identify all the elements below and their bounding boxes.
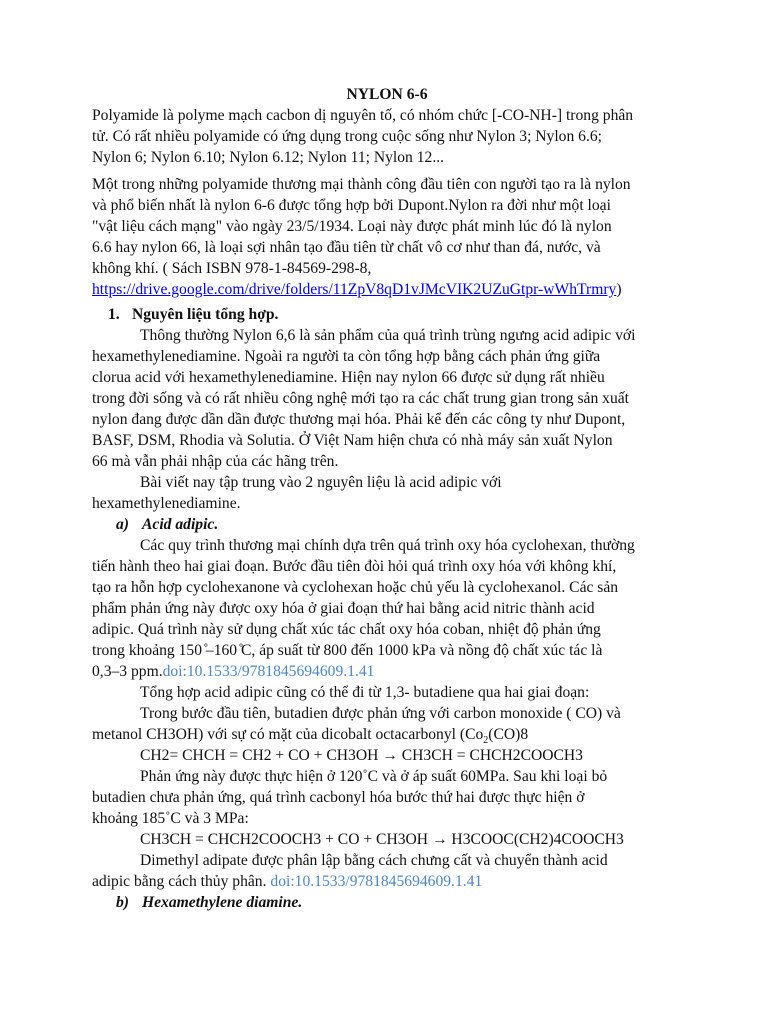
google-drive-link[interactable]: https://drive.google.com/drive/folders/11ZpV8qD1vJMcVIK2UZuGtpr-wWhTrmry <box>92 281 617 298</box>
doi-reference[interactable]: doi:10.1533/9781845694609.1.41 <box>162 663 375 680</box>
text-line: hexamethylenediamine. Ngoài ra người ta còn tổng hợp bằng cách phản ứng giữa <box>92 348 601 365</box>
text-line: Polyamide là polyme mạch cacbon dị nguyên tố, có nhóm chức [-CO-NH-] trong phân <box>92 107 634 124</box>
text-line: Các quy trình thương mại chính dựa trên quá trình oxy hóa cyclohexan, thường <box>140 537 635 554</box>
dimethyl-adipate-paragraph <box>92 850 682 892</box>
section-number: 1. <box>108 306 120 323</box>
text-line: 66 mà vẫn phải nhập của các hãng trên. <box>92 453 339 470</box>
text-line: phẩm phản ứng này được oxy hóa ở giai đoạn thứ hai bằng acid nitric thành acid <box>92 600 595 617</box>
text-line: Phản ứng này được thực hiện ở 120˚C và ở áp suất 60MPa. Sau khi loại bỏ <box>140 768 608 785</box>
subscript-text: 2 <box>483 735 489 747</box>
equation-text: CH2= CHCH = CH2 + CO + CH3OH → CH3CH = CHCH2COOCH3 <box>140 747 583 764</box>
text-line: BASF, DSM, Rhodia và Solutia. Ở Việt Nam hiện chưa có nhà máy sản xuất Nylon <box>92 432 613 449</box>
equation-text: CH3CH = CHCH2COOCH3 + CO + CH3OH → H3COOC(CH2)4COOCH3 <box>140 831 624 848</box>
equation-2 <box>92 829 682 850</box>
butadiene-intro-paragraph <box>92 682 682 703</box>
text-line: và phổ biến nhất là nylon 6-6 được tổng hợp bởi Dupont.Nylon ra đời như một loại <box>92 197 611 214</box>
subsection-number: a) <box>116 516 129 533</box>
document-title: NYLON 6-6 <box>346 86 428 103</box>
text-fragment: adipic bằng cách thủy phân. <box>92 873 267 890</box>
equation-1 <box>92 745 682 766</box>
text-line: butadien chưa phản ứng, quá trình cacbonyl hóa bước thứ hai được thực hiện ở <box>92 789 585 806</box>
text-line: tiến hành theo hai giai đoạn. Bước đầu tiên đòi hỏi quá trình oxy hóa với không khí, <box>92 558 617 575</box>
text-line: tử. Có rất nhiều polyamide có ứng dụng trong cuộc sống như Nylon 3; Nylon 6.6; <box>92 128 603 145</box>
section-heading-raw-materials <box>92 304 682 325</box>
text-fragment: metanol CH3OH) với sự có mặt của dicobalt octacarbonyl (Co <box>92 726 484 743</box>
text-fragment: (CO)8 <box>488 726 529 743</box>
text-line: clorua acid với hexamethylenediamine. Hiện nay nylon 66 được sử dụng rất nhiều <box>92 369 605 386</box>
text-line: Dimethyl adipate được phân lập bằng cách chưng cất và chuyển thành acid <box>140 852 608 869</box>
document-page <box>92 84 682 913</box>
subsection-label: Acid adipic. <box>142 516 219 533</box>
text-line <box>92 279 682 300</box>
intro-paragraph <box>92 105 682 168</box>
text-line: Một trong những polyamide thương mại thành công đầu tiên con người tạo ra là nylon <box>92 176 631 193</box>
text-line: 6.6 hay nylon 66, là loại sợi nhân tạo đầu tiên từ chất vô cơ như than đá, nước, và <box>92 239 601 256</box>
raw-materials-paragraph <box>92 325 682 472</box>
doi-reference[interactable]: doi:10.1533/9781845694609.1.41 <box>270 873 483 890</box>
text-line: "vật liệu cách mạng" vào ngày 23/5/1934. Loại này được phát minh lúc đó là nylon <box>92 218 612 235</box>
text-line: khoảng 185˚C và 3 MPa: <box>92 810 249 827</box>
text-line: Nylon 6; Nylon 6.10; Nylon 6.12; Nylon 11; Nylon 12... <box>92 149 445 166</box>
first-step-paragraph <box>92 703 682 745</box>
history-paragraph <box>92 174 682 300</box>
text-line: Trong bước đầu tiên, butadien được phản ứng với carbon monoxide ( CO) và <box>140 705 621 722</box>
text-line: hexamethylenediamine. <box>92 495 241 512</box>
text-line: không khí. ( Sách ISBN 978-1-84569-298-8, <box>92 260 372 277</box>
text-line: Tổng hợp acid adipic cũng có thể đi từ 1,3- butadiene qua hai giai đoạn: <box>140 684 590 701</box>
text-line <box>92 871 682 892</box>
subsection-heading-hexamethylene-diamine <box>92 892 682 913</box>
text-fragment: 0,3–3 ppm. <box>92 663 163 680</box>
text-line <box>92 661 682 682</box>
subsection-number: b) <box>116 894 129 911</box>
text-line: trong đời sống và có rất nhiều công nghệ mới tạo ra các chất trung gian trong sản xuất <box>92 390 629 407</box>
text-line: adipic. Quá trình này sử dụng chất xúc tác chất oxy hóa coban, nhiệt độ phản ứng <box>92 621 601 638</box>
reaction-conditions-paragraph <box>92 766 682 829</box>
acid-adipic-process-paragraph <box>92 535 682 682</box>
text-line: Thông thường Nylon 6,6 là sản phẩm của quá trình trùng ngưng acid adipic với <box>140 327 636 344</box>
text-line: trong khoảng 150 ̊–160 ̊C, áp suất từ 800 đến 1000 kPa và nồng độ chất xúc tác là <box>92 642 603 659</box>
text-line: tạo ra hỗn hợp cyclohexanone và cyclohexan hoặc chủ yếu là cyclohexanol. Các sản <box>92 579 619 596</box>
link-closing-paren: ) <box>616 281 622 298</box>
text-line: nylon đang được dần dần được thương mại hóa. Phải kể đến các công ty như Dupont, <box>92 411 626 428</box>
subsection-heading-acid-adipic <box>92 514 682 535</box>
section-label: Nguyên liệu tổng hợp. <box>132 306 279 323</box>
text-line: Bài viết nay tập trung vào 2 nguyên liệu là acid adipic với <box>140 474 502 491</box>
text-line <box>92 724 682 745</box>
subsection-label: Hexamethylene diamine. <box>142 894 303 911</box>
focus-paragraph <box>92 472 682 514</box>
